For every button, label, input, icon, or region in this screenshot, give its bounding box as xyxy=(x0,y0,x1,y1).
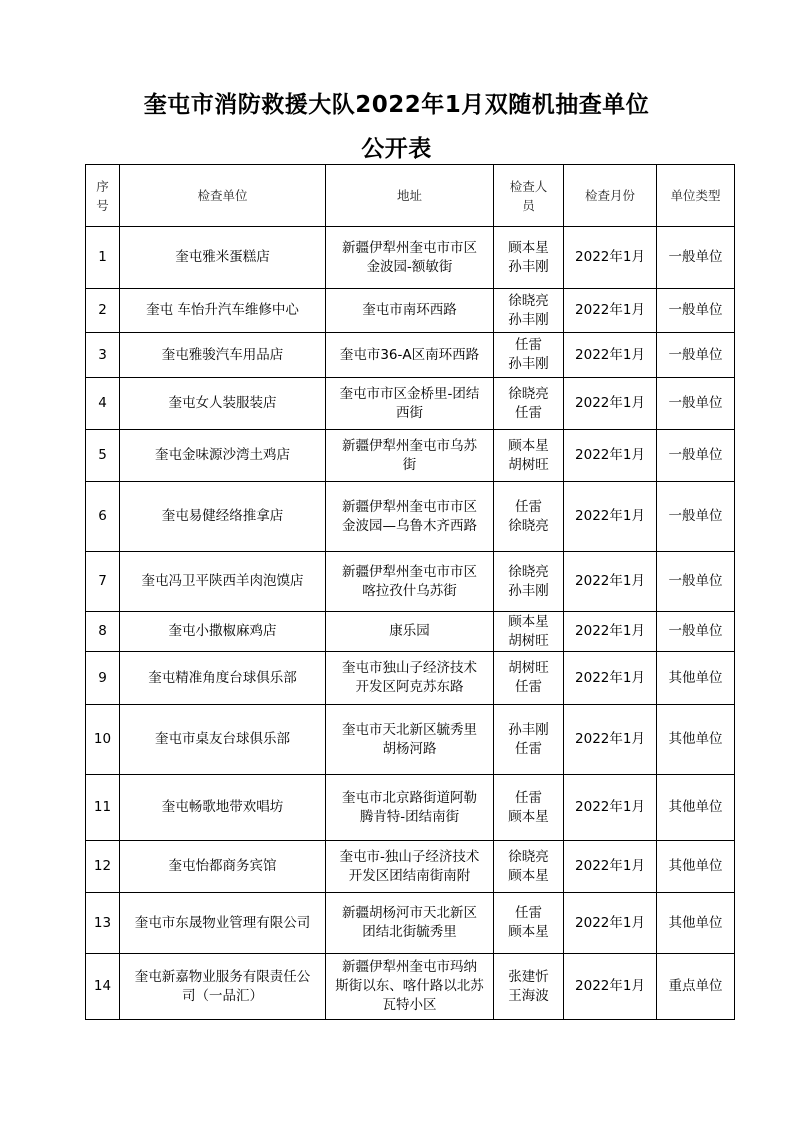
cell-unit-name: 奎屯女人装服装店 xyxy=(120,378,326,430)
cell-inspection-month: 2022年1月 xyxy=(564,552,657,612)
cell-address: 奎屯市北京路街道阿勒 腾肯特-团结南街 xyxy=(326,775,494,841)
cell-unit-type: 一般单位 xyxy=(657,378,735,430)
cell-inspection-month: 2022年1月 xyxy=(564,775,657,841)
cell-address: 新疆胡杨河市天北新区 团结北街毓秀里 xyxy=(326,893,494,954)
header-inspector: 检查人 员 xyxy=(494,165,564,227)
cell-inspectors: 任雷 孙丰刚 xyxy=(494,333,564,378)
cell-inspection-month: 2022年1月 xyxy=(564,289,657,333)
header-address: 地址 xyxy=(326,165,494,227)
cell-inspectors: 张建忻 王海波 xyxy=(494,954,564,1020)
cell-unit-name: 奎屯冯卫平陕西羊肉泡馍店 xyxy=(120,552,326,612)
cell-inspection-month: 2022年1月 xyxy=(564,652,657,705)
cell-inspectors: 徐晓亮 任雷 xyxy=(494,378,564,430)
page-title: 奎屯市消防救援大队2022年1月双随机抽查单位 xyxy=(143,92,650,118)
table-row xyxy=(86,841,735,893)
table-row xyxy=(86,705,735,775)
cell-row-number: 5 xyxy=(86,430,120,482)
cell-unit-name: 奎屯市桌友台球俱乐部 xyxy=(120,705,326,775)
cell-address: 新疆伊犁州奎屯市乌苏 街 xyxy=(326,430,494,482)
cell-inspection-month: 2022年1月 xyxy=(564,482,657,552)
cell-unit-name: 奎屯雅米蛋糕店 xyxy=(120,227,326,289)
cell-inspectors: 顾本星 胡树旺 xyxy=(494,430,564,482)
table-body xyxy=(86,227,735,1020)
cell-inspectors: 顾本星 孙丰刚 xyxy=(494,227,564,289)
cell-row-number: 9 xyxy=(86,652,120,705)
cell-inspectors: 胡树旺 任雷 xyxy=(494,652,564,705)
cell-inspection-month: 2022年1月 xyxy=(564,378,657,430)
cell-row-number: 13 xyxy=(86,893,120,954)
table-row xyxy=(86,893,735,954)
cell-row-number: 6 xyxy=(86,482,120,552)
cell-unit-type: 其他单位 xyxy=(657,775,735,841)
table-row xyxy=(86,652,735,705)
cell-inspection-month: 2022年1月 xyxy=(564,841,657,893)
cell-address: 奎屯市市区金桥里-团结 西街 xyxy=(326,378,494,430)
cell-unit-name: 奎屯小撒椒麻鸡店 xyxy=(120,612,326,652)
cell-unit-type: 一般单位 xyxy=(657,289,735,333)
cell-inspection-month: 2022年1月 xyxy=(564,705,657,775)
cell-unit-type: 一般单位 xyxy=(657,482,735,552)
cell-unit-type: 一般单位 xyxy=(657,612,735,652)
header-month: 检查月份 xyxy=(564,165,657,227)
cell-row-number: 1 xyxy=(86,227,120,289)
cell-address: 新疆伊犁州奎屯市市区 喀拉孜什乌苏街 xyxy=(326,552,494,612)
table-row xyxy=(86,378,735,430)
cell-inspection-month: 2022年1月 xyxy=(564,954,657,1020)
cell-row-number: 7 xyxy=(86,552,120,612)
cell-address: 新疆伊犁州奎屯市市区 金波园—乌鲁木齐西路 xyxy=(326,482,494,552)
table-row xyxy=(86,227,735,289)
table-row xyxy=(86,612,735,652)
cell-row-number: 10 xyxy=(86,705,120,775)
cell-unit-name: 奎屯 车怡升汽车维修中心 xyxy=(120,289,326,333)
header-unit: 检查单位 xyxy=(120,165,326,227)
header-index: 序 号 xyxy=(86,165,120,227)
cell-unit-type: 一般单位 xyxy=(657,552,735,612)
cell-row-number: 11 xyxy=(86,775,120,841)
cell-row-number: 2 xyxy=(86,289,120,333)
table-row xyxy=(86,552,735,612)
cell-unit-type: 其他单位 xyxy=(657,652,735,705)
cell-unit-type: 一般单位 xyxy=(657,333,735,378)
cell-unit-name: 奎屯畅歌地带欢唱坊 xyxy=(120,775,326,841)
cell-row-number: 4 xyxy=(86,378,120,430)
cell-unit-name: 奎屯金味源沙湾土鸡店 xyxy=(120,430,326,482)
cell-inspection-month: 2022年1月 xyxy=(564,893,657,954)
cell-inspection-month: 2022年1月 xyxy=(564,612,657,652)
cell-address: 奎屯市-独山子经济技术 开发区团结南街南附 xyxy=(326,841,494,893)
inspection-table xyxy=(85,164,735,1020)
table-row xyxy=(86,333,735,378)
cell-address: 新疆伊犁州奎屯市玛纳 斯街以东、喀什路以北苏 瓦特小区 xyxy=(326,954,494,1020)
cell-address: 奎屯市36-A区南环西路 xyxy=(326,333,494,378)
table-row xyxy=(86,430,735,482)
cell-inspectors: 徐晓亮 孙丰刚 xyxy=(494,289,564,333)
cell-inspectors: 孙丰刚 任雷 xyxy=(494,705,564,775)
cell-unit-type: 一般单位 xyxy=(657,430,735,482)
cell-row-number: 12 xyxy=(86,841,120,893)
cell-address: 奎屯市南环西路 xyxy=(326,289,494,333)
cell-unit-name: 奎屯易健经络推拿店 xyxy=(120,482,326,552)
cell-unit-type: 重点单位 xyxy=(657,954,735,1020)
cell-inspectors: 任雷 徐晓亮 xyxy=(494,482,564,552)
cell-unit-type: 其他单位 xyxy=(657,705,735,775)
table-row xyxy=(86,775,735,841)
cell-address: 新疆伊犁州奎屯市市区 金波园-额敏街 xyxy=(326,227,494,289)
cell-unit-type: 其他单位 xyxy=(657,893,735,954)
cell-address: 康乐园 xyxy=(326,612,494,652)
cell-unit-type: 一般单位 xyxy=(657,227,735,289)
cell-address: 奎屯市独山子经济技术 开发区阿克苏东路 xyxy=(326,652,494,705)
cell-unit-name: 奎屯怡都商务宾馆 xyxy=(120,841,326,893)
cell-unit-name: 奎屯精准角度台球俱乐部 xyxy=(120,652,326,705)
cell-inspection-month: 2022年1月 xyxy=(564,333,657,378)
cell-address: 奎屯市天北新区毓秀里 胡杨河路 xyxy=(326,705,494,775)
cell-inspectors: 徐晓亮 孙丰刚 xyxy=(494,552,564,612)
header-type: 单位类型 xyxy=(657,165,735,227)
table-row xyxy=(86,482,735,552)
cell-inspectors: 顾本星 胡树旺 xyxy=(494,612,564,652)
table-row xyxy=(86,289,735,333)
cell-inspectors: 徐晓亮 顾本星 xyxy=(494,841,564,893)
cell-inspection-month: 2022年1月 xyxy=(564,430,657,482)
cell-inspection-month: 2022年1月 xyxy=(564,227,657,289)
page-subtitle: 公开表 xyxy=(361,136,432,162)
cell-unit-name: 奎屯市东晟物业管理有限公司 xyxy=(120,893,326,954)
cell-unit-name: 奎屯新嘉物业服务有限责任公 司（一品汇） xyxy=(120,954,326,1020)
cell-row-number: 14 xyxy=(86,954,120,1020)
table-row xyxy=(86,954,735,1020)
cell-unit-type: 其他单位 xyxy=(657,841,735,893)
cell-row-number: 8 xyxy=(86,612,120,652)
header-row xyxy=(86,165,735,227)
cell-unit-name: 奎屯雅骏汽车用品店 xyxy=(120,333,326,378)
cell-inspectors: 任雷 顾本星 xyxy=(494,893,564,954)
cell-inspectors: 任雷 顾本星 xyxy=(494,775,564,841)
cell-row-number: 3 xyxy=(86,333,120,378)
